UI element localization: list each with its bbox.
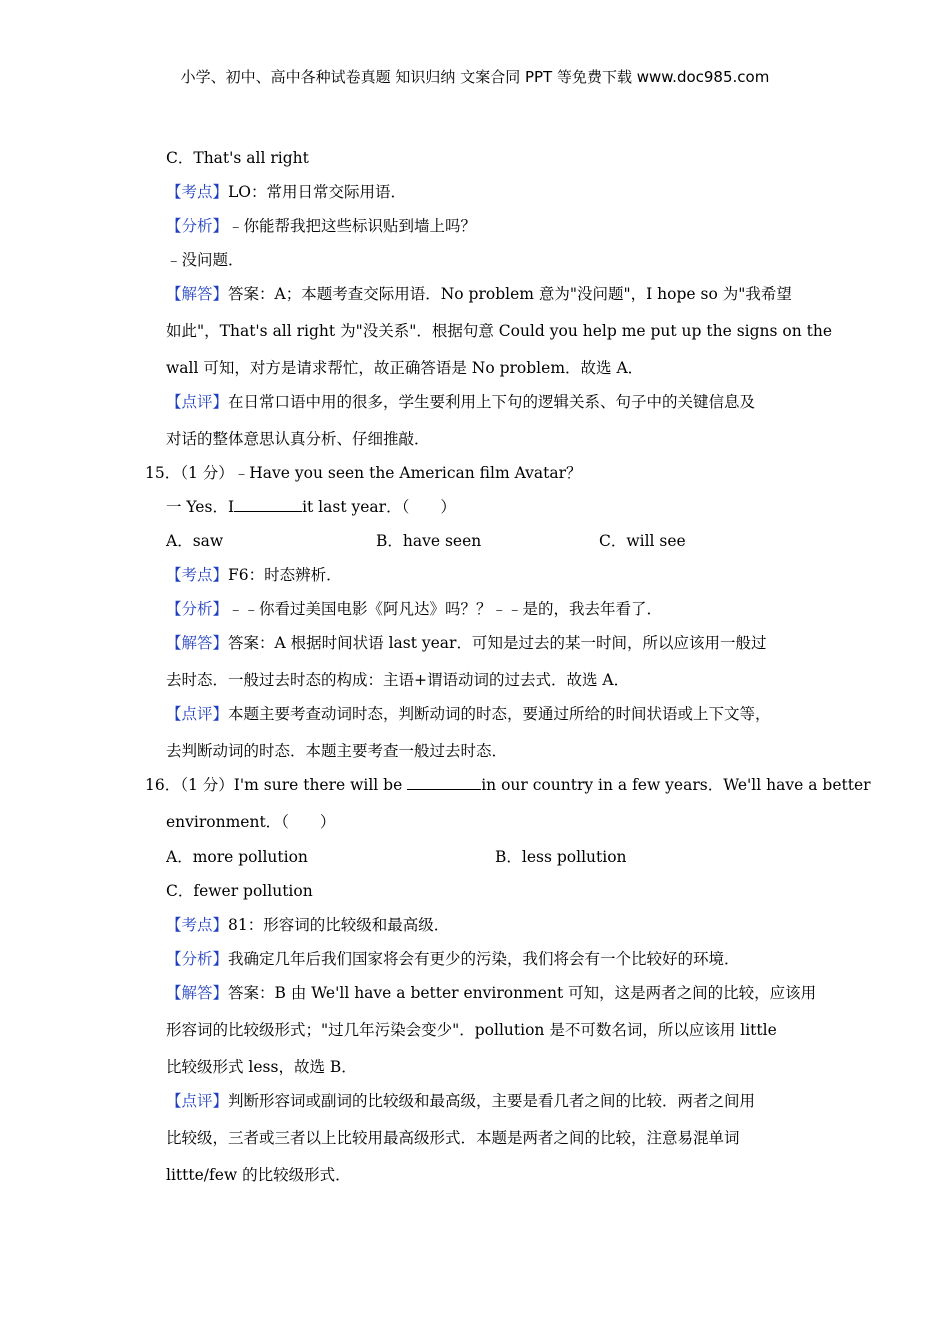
q16-jieda [166, 983, 816, 1003]
q15-option-c: C．will see [599, 532, 686, 550]
q14-fenxi [166, 216, 476, 236]
jieda-tag: 【解答】 [166, 285, 229, 303]
jieda-tag: 【解答】 [166, 634, 229, 652]
q16-jieda-text: 答案：B 由 We'll have a better environment 可知，这是两者之间的比较，应该用 [228, 984, 817, 1002]
q14-kaodian [166, 182, 406, 202]
q16-jieda-line2: 形容词的比较级形式；"过几年污染会变少"．pollution 是不可数名词，所以应该用 little [166, 1021, 777, 1039]
q14-jieda-text: 答案：A；本题考查交际用语．No problem 意为"没问题"，I hope so 为"我希望 [228, 285, 792, 303]
q15-line2-start: 一 Yes．I [166, 498, 235, 516]
q14-kaodian-text: LO：常用日常交际用语． [228, 183, 407, 201]
kaodian-tag: 【考点】 [166, 916, 229, 934]
q16-kaodian-text: 81：形容词的比较级和最高级． [228, 916, 450, 934]
dianping-tag: 【点评】 [166, 705, 229, 723]
q15-dianping-line2: 去判断动词的时态．本题主要考查一般过去时态． [166, 742, 508, 760]
q14-dianping-line2: 对话的整体意思认真分析、仔细推敲． [166, 430, 430, 448]
dianping-tag: 【点评】 [166, 393, 229, 411]
q15-option-b: B．have seen [376, 532, 482, 550]
q14-jieda-line2: 如此"，That's all right 为"没关系"．根据句意 Could you help me put up the signs on the [166, 322, 833, 340]
q15-kaodian-text: F6：时态辨析． [228, 566, 342, 584]
fenxi-tag: 【分析】 [166, 600, 229, 618]
q16-stem-start: 16．（1 分）I'm sure there will be [145, 776, 403, 794]
q16-dianping-line2: 比较级，三者或三者以上比较用最高级形式．本题是两者之间的比较，注意易混单词 [166, 1129, 740, 1147]
answer-blank [407, 775, 481, 790]
q16-option-b: B．less pollution [495, 848, 627, 866]
q15-option-a: A．saw [166, 532, 224, 550]
q15-line2-end: it last year．（ ） [302, 498, 456, 516]
q15-dianping-text: 本题主要考查动词时态，判断动词的时态，要通过所给的时间状语或上下文等， [228, 705, 771, 723]
q16-stem [145, 775, 871, 795]
q15-fenxi [166, 599, 662, 619]
q14-dianping-text: 在日常口语中用的很多，学生要利用上下句的逻辑关系、句子中的关键信息及 [228, 393, 756, 411]
q14-fenxi-line2: ﹣没问题． [166, 251, 244, 269]
q14-dianping [166, 392, 755, 412]
q15-stem: 15．（1 分）﹣Have you seen the American film Avatar？ [145, 464, 582, 482]
q16-fenxi-text: 我确定几年后我们国家将会有更少的污染，我们将会有一个比较好的环境． [228, 950, 740, 968]
kaodian-tag: 【考点】 [166, 183, 229, 201]
fenxi-tag: 【分析】 [166, 950, 229, 968]
page-header: 小学、初中、高中各种试卷真题 知识归纳 文案合同 PPT 等免费下载 www.doc985.com [180, 68, 770, 86]
q14-fenxi-text: ﹣你能帮我把这些标识贴到墙上吗？ [228, 217, 477, 235]
q16-option-a: A．more pollution [166, 848, 308, 866]
jieda-tag: 【解答】 [166, 984, 229, 1002]
q16-jieda-line3: 比较级形式 less，故选 B． [166, 1058, 357, 1076]
q15-jieda-text: 答案：A 根据时间状语 last year．可知是过去的某一时间，所以应该用一般过 [228, 634, 767, 652]
q16-line2: environment．（ ） [166, 813, 336, 831]
q15-jieda [166, 633, 766, 653]
q15-fenxi-text: ﹣﹣你看过美国电影《阿凡达》吗？？﹣﹣是的，我去年看了． [228, 600, 663, 618]
q14-jieda [166, 284, 792, 304]
q15-jieda-line2: 去时态．一般过去时态的构成：主语+谓语动词的过去式．故选 A． [166, 671, 630, 689]
q16-dianping [166, 1091, 755, 1111]
q16-fenxi [166, 949, 740, 969]
q16-dianping-text: 判断形容词或副词的比较级和最高级，主要是看几者之间的比较．两者之间用 [228, 1092, 756, 1110]
q14-jieda-line3: wall 可知，对方是请求帮忙，故正确答语是 No problem．故选 A． [166, 359, 644, 377]
q15-dianping [166, 704, 771, 724]
dianping-tag: 【点评】 [166, 1092, 229, 1110]
q16-option-c: C．fewer pollution [166, 882, 313, 900]
q15-kaodian [166, 565, 342, 585]
q16-kaodian [166, 915, 449, 935]
answer-blank [234, 497, 302, 512]
kaodian-tag: 【考点】 [166, 566, 229, 584]
fenxi-tag: 【分析】 [166, 217, 229, 235]
q16-dianping-line3: littte/few 的比较级形式． [166, 1166, 351, 1184]
q14-option-c: C．That's all right [166, 149, 309, 167]
q15-line2 [166, 497, 456, 517]
q16-stem-end: in our country in a few years．We'll have a better [481, 776, 871, 794]
